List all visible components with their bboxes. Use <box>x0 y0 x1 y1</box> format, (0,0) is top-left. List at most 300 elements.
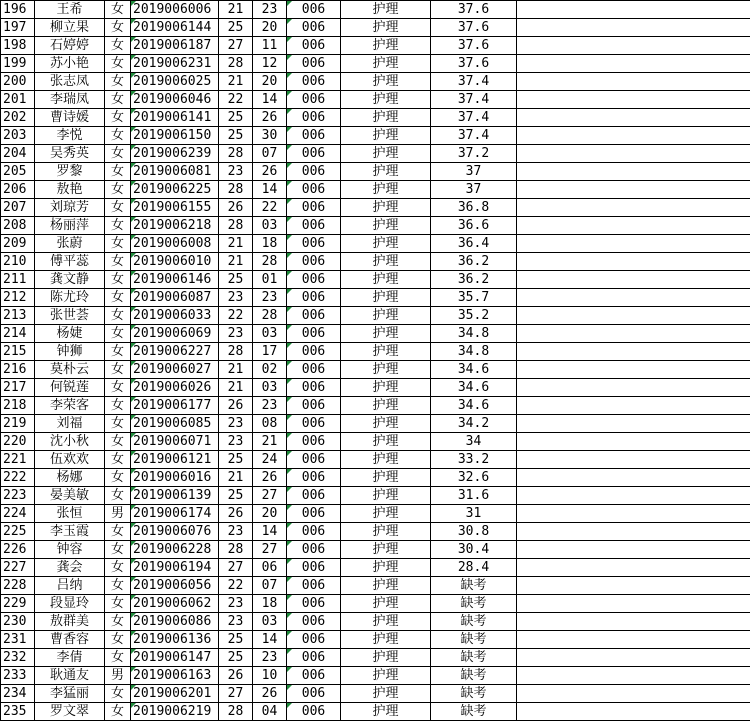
name-cell[interactable]: 钟容 <box>35 541 105 559</box>
score-cell[interactable]: 37.2 <box>431 145 517 163</box>
gender-cell[interactable]: 女 <box>105 109 131 127</box>
seat-number-cell[interactable]: 07 <box>253 145 287 163</box>
exam-room-cell[interactable]: 21 <box>219 1 253 19</box>
gender-cell[interactable]: 女 <box>105 559 131 577</box>
row-number-cell[interactable]: 208 <box>1 217 35 235</box>
empty-cell[interactable] <box>517 343 750 361</box>
gender-cell[interactable]: 女 <box>105 253 131 271</box>
empty-cell[interactable] <box>517 577 750 595</box>
empty-cell[interactable] <box>517 145 750 163</box>
ticket-number-cell[interactable]: 2019006174 <box>131 505 219 523</box>
score-cell[interactable]: 缺考 <box>431 703 517 721</box>
name-cell[interactable]: 李荣客 <box>35 397 105 415</box>
name-cell[interactable]: 张世荟 <box>35 307 105 325</box>
position-code-cell[interactable]: 006 <box>287 253 341 271</box>
empty-cell[interactable] <box>517 181 750 199</box>
subject-cell[interactable]: 护理 <box>341 271 431 289</box>
gender-cell[interactable]: 女 <box>105 433 131 451</box>
position-code-cell[interactable]: 006 <box>287 199 341 217</box>
position-code-cell[interactable]: 006 <box>287 109 341 127</box>
name-cell[interactable]: 石婷婷 <box>35 37 105 55</box>
exam-room-cell[interactable]: 23 <box>219 415 253 433</box>
row-number-cell[interactable]: 210 <box>1 253 35 271</box>
exam-room-cell[interactable]: 21 <box>219 379 253 397</box>
empty-cell[interactable] <box>517 667 750 685</box>
subject-cell[interactable]: 护理 <box>341 505 431 523</box>
ticket-number-cell[interactable]: 2019006121 <box>131 451 219 469</box>
row-number-cell[interactable]: 219 <box>1 415 35 433</box>
row-number-cell[interactable]: 214 <box>1 325 35 343</box>
gender-cell[interactable]: 女 <box>105 685 131 703</box>
position-code-cell[interactable]: 006 <box>287 271 341 289</box>
score-cell[interactable]: 34.2 <box>431 415 517 433</box>
gender-cell[interactable]: 女 <box>105 613 131 631</box>
seat-number-cell[interactable]: 27 <box>253 487 287 505</box>
exam-room-cell[interactable]: 23 <box>219 433 253 451</box>
score-cell[interactable]: 缺考 <box>431 631 517 649</box>
row-number-cell[interactable]: 227 <box>1 559 35 577</box>
score-cell[interactable]: 36.8 <box>431 199 517 217</box>
row-number-cell[interactable]: 202 <box>1 109 35 127</box>
gender-cell[interactable]: 女 <box>105 1 131 19</box>
empty-cell[interactable] <box>517 523 750 541</box>
score-cell[interactable]: 34 <box>431 433 517 451</box>
exam-room-cell[interactable]: 23 <box>219 163 253 181</box>
name-cell[interactable]: 刘琼芳 <box>35 199 105 217</box>
row-number-cell[interactable]: 217 <box>1 379 35 397</box>
ticket-number-cell[interactable]: 2019006081 <box>131 163 219 181</box>
row-number-cell[interactable]: 203 <box>1 127 35 145</box>
exam-room-cell[interactable]: 25 <box>219 649 253 667</box>
ticket-number-cell[interactable]: 2019006201 <box>131 685 219 703</box>
row-number-cell[interactable]: 205 <box>1 163 35 181</box>
position-code-cell[interactable]: 006 <box>287 595 341 613</box>
name-cell[interactable]: 吕纳 <box>35 577 105 595</box>
exam-room-cell[interactable]: 21 <box>219 235 253 253</box>
score-cell[interactable]: 34.8 <box>431 325 517 343</box>
score-cell[interactable]: 36.6 <box>431 217 517 235</box>
exam-room-cell[interactable]: 26 <box>219 505 253 523</box>
seat-number-cell[interactable]: 03 <box>253 217 287 235</box>
score-cell[interactable]: 缺考 <box>431 577 517 595</box>
row-number-cell[interactable]: 223 <box>1 487 35 505</box>
empty-cell[interactable] <box>517 217 750 235</box>
empty-cell[interactable] <box>517 127 750 145</box>
row-number-cell[interactable]: 235 <box>1 703 35 721</box>
row-number-cell[interactable]: 226 <box>1 541 35 559</box>
row-number-cell[interactable]: 206 <box>1 181 35 199</box>
empty-cell[interactable] <box>517 613 750 631</box>
seat-number-cell[interactable]: 11 <box>253 37 287 55</box>
empty-cell[interactable] <box>517 649 750 667</box>
score-cell[interactable]: 34.6 <box>431 361 517 379</box>
position-code-cell[interactable]: 006 <box>287 559 341 577</box>
row-number-cell[interactable]: 197 <box>1 19 35 37</box>
row-number-cell[interactable]: 220 <box>1 433 35 451</box>
gender-cell[interactable]: 女 <box>105 217 131 235</box>
position-code-cell[interactable]: 006 <box>287 289 341 307</box>
name-cell[interactable]: 李瑞凤 <box>35 91 105 109</box>
row-number-cell[interactable]: 213 <box>1 307 35 325</box>
row-number-cell[interactable]: 201 <box>1 91 35 109</box>
row-number-cell[interactable]: 224 <box>1 505 35 523</box>
subject-cell[interactable]: 护理 <box>341 541 431 559</box>
empty-cell[interactable] <box>517 703 750 721</box>
score-cell[interactable]: 37.6 <box>431 19 517 37</box>
subject-cell[interactable]: 护理 <box>341 649 431 667</box>
gender-cell[interactable]: 男 <box>105 505 131 523</box>
subject-cell[interactable]: 护理 <box>341 487 431 505</box>
ticket-number-cell[interactable]: 2019006071 <box>131 433 219 451</box>
seat-number-cell[interactable]: 06 <box>253 559 287 577</box>
ticket-number-cell[interactable]: 2019006086 <box>131 613 219 631</box>
seat-number-cell[interactable]: 03 <box>253 613 287 631</box>
exam-room-cell[interactable]: 28 <box>219 55 253 73</box>
gender-cell[interactable]: 女 <box>105 271 131 289</box>
score-cell[interactable]: 34.8 <box>431 343 517 361</box>
seat-number-cell[interactable]: 14 <box>253 631 287 649</box>
score-cell[interactable]: 31 <box>431 505 517 523</box>
exam-room-cell[interactable]: 21 <box>219 469 253 487</box>
gender-cell[interactable]: 女 <box>105 631 131 649</box>
score-cell[interactable]: 31.6 <box>431 487 517 505</box>
score-cell[interactable]: 37.4 <box>431 73 517 91</box>
seat-number-cell[interactable]: 23 <box>253 1 287 19</box>
name-cell[interactable]: 张志凤 <box>35 73 105 91</box>
name-cell[interactable]: 杨丽萍 <box>35 217 105 235</box>
name-cell[interactable]: 曹香容 <box>35 631 105 649</box>
exam-room-cell[interactable]: 27 <box>219 685 253 703</box>
row-number-cell[interactable]: 196 <box>1 1 35 19</box>
position-code-cell[interactable]: 006 <box>287 55 341 73</box>
empty-cell[interactable] <box>517 451 750 469</box>
subject-cell[interactable]: 护理 <box>341 307 431 325</box>
gender-cell[interactable]: 女 <box>105 595 131 613</box>
ticket-number-cell[interactable]: 2019006046 <box>131 91 219 109</box>
ticket-number-cell[interactable]: 2019006227 <box>131 343 219 361</box>
exam-room-cell[interactable]: 28 <box>219 181 253 199</box>
subject-cell[interactable]: 护理 <box>341 1 431 19</box>
ticket-number-cell[interactable]: 2019006008 <box>131 235 219 253</box>
name-cell[interactable]: 敖艳 <box>35 181 105 199</box>
empty-cell[interactable] <box>517 253 750 271</box>
name-cell[interactable]: 张蔚 <box>35 235 105 253</box>
subject-cell[interactable]: 护理 <box>341 127 431 145</box>
seat-number-cell[interactable]: 14 <box>253 523 287 541</box>
name-cell[interactable]: 傅平蕊 <box>35 253 105 271</box>
gender-cell[interactable]: 男 <box>105 667 131 685</box>
row-number-cell[interactable]: 198 <box>1 37 35 55</box>
name-cell[interactable]: 龚文静 <box>35 271 105 289</box>
name-cell[interactable]: 伍欢欢 <box>35 451 105 469</box>
position-code-cell[interactable]: 006 <box>287 1 341 19</box>
gender-cell[interactable]: 女 <box>105 73 131 91</box>
empty-cell[interactable] <box>517 685 750 703</box>
ticket-number-cell[interactable]: 2019006087 <box>131 289 219 307</box>
gender-cell[interactable]: 女 <box>105 577 131 595</box>
name-cell[interactable]: 陈尤玲 <box>35 289 105 307</box>
subject-cell[interactable]: 护理 <box>341 181 431 199</box>
gender-cell[interactable]: 女 <box>105 649 131 667</box>
score-cell[interactable]: 32.6 <box>431 469 517 487</box>
name-cell[interactable]: 李倩 <box>35 649 105 667</box>
score-cell[interactable]: 37.4 <box>431 109 517 127</box>
position-code-cell[interactable]: 006 <box>287 91 341 109</box>
seat-number-cell[interactable]: 03 <box>253 379 287 397</box>
ticket-number-cell[interactable]: 2019006006 <box>131 1 219 19</box>
name-cell[interactable]: 段显玲 <box>35 595 105 613</box>
ticket-number-cell[interactable]: 2019006225 <box>131 181 219 199</box>
gender-cell[interactable]: 女 <box>105 451 131 469</box>
seat-number-cell[interactable]: 26 <box>253 109 287 127</box>
name-cell[interactable]: 耿通友 <box>35 667 105 685</box>
empty-cell[interactable] <box>517 199 750 217</box>
position-code-cell[interactable]: 006 <box>287 181 341 199</box>
row-number-cell[interactable]: 218 <box>1 397 35 415</box>
empty-cell[interactable] <box>517 541 750 559</box>
ticket-number-cell[interactable]: 2019006144 <box>131 19 219 37</box>
exam-room-cell[interactable]: 23 <box>219 523 253 541</box>
subject-cell[interactable]: 护理 <box>341 343 431 361</box>
ticket-number-cell[interactable]: 2019006033 <box>131 307 219 325</box>
gender-cell[interactable]: 女 <box>105 379 131 397</box>
seat-number-cell[interactable]: 28 <box>253 307 287 325</box>
name-cell[interactable]: 苏小艳 <box>35 55 105 73</box>
seat-number-cell[interactable]: 04 <box>253 703 287 721</box>
position-code-cell[interactable]: 006 <box>287 73 341 91</box>
subject-cell[interactable]: 护理 <box>341 145 431 163</box>
position-code-cell[interactable]: 006 <box>287 235 341 253</box>
subject-cell[interactable]: 护理 <box>341 559 431 577</box>
gender-cell[interactable]: 女 <box>105 91 131 109</box>
exam-room-cell[interactable]: 25 <box>219 271 253 289</box>
seat-number-cell[interactable]: 17 <box>253 343 287 361</box>
empty-cell[interactable] <box>517 433 750 451</box>
empty-cell[interactable] <box>517 91 750 109</box>
row-number-cell[interactable]: 222 <box>1 469 35 487</box>
row-number-cell[interactable]: 225 <box>1 523 35 541</box>
exam-room-cell[interactable]: 25 <box>219 451 253 469</box>
ticket-number-cell[interactable]: 2019006194 <box>131 559 219 577</box>
subject-cell[interactable]: 护理 <box>341 631 431 649</box>
gender-cell[interactable]: 女 <box>105 199 131 217</box>
subject-cell[interactable]: 护理 <box>341 415 431 433</box>
subject-cell[interactable]: 护理 <box>341 235 431 253</box>
seat-number-cell[interactable]: 26 <box>253 163 287 181</box>
seat-number-cell[interactable]: 22 <box>253 199 287 217</box>
seat-number-cell[interactable]: 18 <box>253 595 287 613</box>
row-number-cell[interactable]: 215 <box>1 343 35 361</box>
subject-cell[interactable]: 护理 <box>341 613 431 631</box>
seat-number-cell[interactable]: 07 <box>253 577 287 595</box>
gender-cell[interactable]: 女 <box>105 127 131 145</box>
gender-cell[interactable]: 女 <box>105 469 131 487</box>
name-cell[interactable]: 张恒 <box>35 505 105 523</box>
gender-cell[interactable]: 女 <box>105 703 131 721</box>
empty-cell[interactable] <box>517 73 750 91</box>
ticket-number-cell[interactable]: 2019006062 <box>131 595 219 613</box>
row-number-cell[interactable]: 231 <box>1 631 35 649</box>
ticket-number-cell[interactable]: 2019006085 <box>131 415 219 433</box>
score-cell[interactable]: 36.2 <box>431 253 517 271</box>
name-cell[interactable]: 柳立果 <box>35 19 105 37</box>
position-code-cell[interactable]: 006 <box>287 397 341 415</box>
exam-room-cell[interactable]: 23 <box>219 613 253 631</box>
empty-cell[interactable] <box>517 559 750 577</box>
row-number-cell[interactable]: 200 <box>1 73 35 91</box>
subject-cell[interactable]: 护理 <box>341 109 431 127</box>
score-cell[interactable]: 缺考 <box>431 649 517 667</box>
position-code-cell[interactable]: 006 <box>287 379 341 397</box>
subject-cell[interactable]: 护理 <box>341 397 431 415</box>
subject-cell[interactable]: 护理 <box>341 91 431 109</box>
seat-number-cell[interactable]: 14 <box>253 91 287 109</box>
empty-cell[interactable] <box>517 469 750 487</box>
name-cell[interactable]: 吴秀英 <box>35 145 105 163</box>
name-cell[interactable]: 何锐莲 <box>35 379 105 397</box>
row-number-cell[interactable]: 232 <box>1 649 35 667</box>
ticket-number-cell[interactable]: 2019006231 <box>131 55 219 73</box>
position-code-cell[interactable]: 006 <box>287 37 341 55</box>
gender-cell[interactable]: 女 <box>105 415 131 433</box>
name-cell[interactable]: 王希 <box>35 1 105 19</box>
gender-cell[interactable]: 女 <box>105 307 131 325</box>
name-cell[interactable]: 钟狮 <box>35 343 105 361</box>
ticket-number-cell[interactable]: 2019006027 <box>131 361 219 379</box>
score-cell[interactable]: 30.8 <box>431 523 517 541</box>
seat-number-cell[interactable]: 02 <box>253 361 287 379</box>
position-code-cell[interactable]: 006 <box>287 505 341 523</box>
seat-number-cell[interactable]: 03 <box>253 325 287 343</box>
position-code-cell[interactable]: 006 <box>287 577 341 595</box>
exam-room-cell[interactable]: 25 <box>219 631 253 649</box>
subject-cell[interactable]: 护理 <box>341 703 431 721</box>
gender-cell[interactable]: 女 <box>105 145 131 163</box>
subject-cell[interactable]: 护理 <box>341 217 431 235</box>
score-cell[interactable]: 缺考 <box>431 685 517 703</box>
exam-room-cell[interactable]: 25 <box>219 487 253 505</box>
subject-cell[interactable]: 护理 <box>341 469 431 487</box>
empty-cell[interactable] <box>517 109 750 127</box>
empty-cell[interactable] <box>517 595 750 613</box>
ticket-number-cell[interactable]: 2019006010 <box>131 253 219 271</box>
name-cell[interactable]: 曹诗媛 <box>35 109 105 127</box>
empty-cell[interactable] <box>517 397 750 415</box>
position-code-cell[interactable]: 006 <box>287 19 341 37</box>
score-cell[interactable]: 28.4 <box>431 559 517 577</box>
exam-room-cell[interactable]: 27 <box>219 37 253 55</box>
seat-number-cell[interactable]: 10 <box>253 667 287 685</box>
score-cell[interactable]: 37.4 <box>431 127 517 145</box>
score-cell[interactable]: 35.2 <box>431 307 517 325</box>
row-number-cell[interactable]: 199 <box>1 55 35 73</box>
ticket-number-cell[interactable]: 2019006228 <box>131 541 219 559</box>
empty-cell[interactable] <box>517 379 750 397</box>
position-code-cell[interactable]: 006 <box>287 415 341 433</box>
score-cell[interactable]: 37.6 <box>431 55 517 73</box>
position-code-cell[interactable]: 006 <box>287 649 341 667</box>
seat-number-cell[interactable]: 21 <box>253 433 287 451</box>
ticket-number-cell[interactable]: 2019006139 <box>131 487 219 505</box>
row-number-cell[interactable]: 234 <box>1 685 35 703</box>
empty-cell[interactable] <box>517 307 750 325</box>
exam-room-cell[interactable]: 23 <box>219 325 253 343</box>
seat-number-cell[interactable]: 20 <box>253 505 287 523</box>
subject-cell[interactable]: 护理 <box>341 577 431 595</box>
position-code-cell[interactable]: 006 <box>287 451 341 469</box>
ticket-number-cell[interactable]: 2019006239 <box>131 145 219 163</box>
subject-cell[interactable]: 护理 <box>341 37 431 55</box>
subject-cell[interactable]: 护理 <box>341 19 431 37</box>
ticket-number-cell[interactable]: 2019006026 <box>131 379 219 397</box>
subject-cell[interactable]: 护理 <box>341 379 431 397</box>
gender-cell[interactable]: 女 <box>105 343 131 361</box>
position-code-cell[interactable]: 006 <box>287 523 341 541</box>
name-cell[interactable]: 龚会 <box>35 559 105 577</box>
empty-cell[interactable] <box>517 37 750 55</box>
score-cell[interactable]: 37 <box>431 181 517 199</box>
seat-number-cell[interactable]: 23 <box>253 397 287 415</box>
row-number-cell[interactable]: 209 <box>1 235 35 253</box>
row-number-cell[interactable]: 207 <box>1 199 35 217</box>
score-cell[interactable]: 缺考 <box>431 613 517 631</box>
exam-room-cell[interactable]: 28 <box>219 703 253 721</box>
ticket-number-cell[interactable]: 2019006025 <box>131 73 219 91</box>
position-code-cell[interactable]: 006 <box>287 541 341 559</box>
score-cell[interactable]: 37.4 <box>431 91 517 109</box>
name-cell[interactable]: 莫朴云 <box>35 361 105 379</box>
gender-cell[interactable]: 女 <box>105 523 131 541</box>
ticket-number-cell[interactable]: 2019006056 <box>131 577 219 595</box>
empty-cell[interactable] <box>517 1 750 19</box>
gender-cell[interactable]: 女 <box>105 235 131 253</box>
exam-room-cell[interactable]: 23 <box>219 289 253 307</box>
ticket-number-cell[interactable]: 2019006219 <box>131 703 219 721</box>
exam-room-cell[interactable]: 26 <box>219 667 253 685</box>
subject-cell[interactable]: 护理 <box>341 361 431 379</box>
ticket-number-cell[interactable]: 2019006141 <box>131 109 219 127</box>
empty-cell[interactable] <box>517 631 750 649</box>
seat-number-cell[interactable]: 20 <box>253 73 287 91</box>
gender-cell[interactable]: 女 <box>105 487 131 505</box>
empty-cell[interactable] <box>517 361 750 379</box>
exam-room-cell[interactable]: 26 <box>219 199 253 217</box>
seat-number-cell[interactable]: 01 <box>253 271 287 289</box>
seat-number-cell[interactable]: 26 <box>253 685 287 703</box>
subject-cell[interactable]: 护理 <box>341 685 431 703</box>
gender-cell[interactable]: 女 <box>105 397 131 415</box>
row-number-cell[interactable]: 216 <box>1 361 35 379</box>
position-code-cell[interactable]: 006 <box>287 145 341 163</box>
seat-number-cell[interactable]: 28 <box>253 253 287 271</box>
ticket-number-cell[interactable]: 2019006069 <box>131 325 219 343</box>
name-cell[interactable]: 罗黎 <box>35 163 105 181</box>
exam-room-cell[interactable]: 22 <box>219 91 253 109</box>
name-cell[interactable]: 刘福 <box>35 415 105 433</box>
score-cell[interactable]: 34.6 <box>431 379 517 397</box>
ticket-number-cell[interactable]: 2019006016 <box>131 469 219 487</box>
name-cell[interactable]: 杨娜 <box>35 469 105 487</box>
score-cell[interactable]: 37.6 <box>431 1 517 19</box>
ticket-number-cell[interactable]: 2019006187 <box>131 37 219 55</box>
exam-room-cell[interactable]: 28 <box>219 541 253 559</box>
seat-number-cell[interactable]: 23 <box>253 289 287 307</box>
score-cell[interactable]: 35.7 <box>431 289 517 307</box>
name-cell[interactable]: 沈小秋 <box>35 433 105 451</box>
subject-cell[interactable]: 护理 <box>341 199 431 217</box>
empty-cell[interactable] <box>517 163 750 181</box>
gender-cell[interactable]: 女 <box>105 163 131 181</box>
